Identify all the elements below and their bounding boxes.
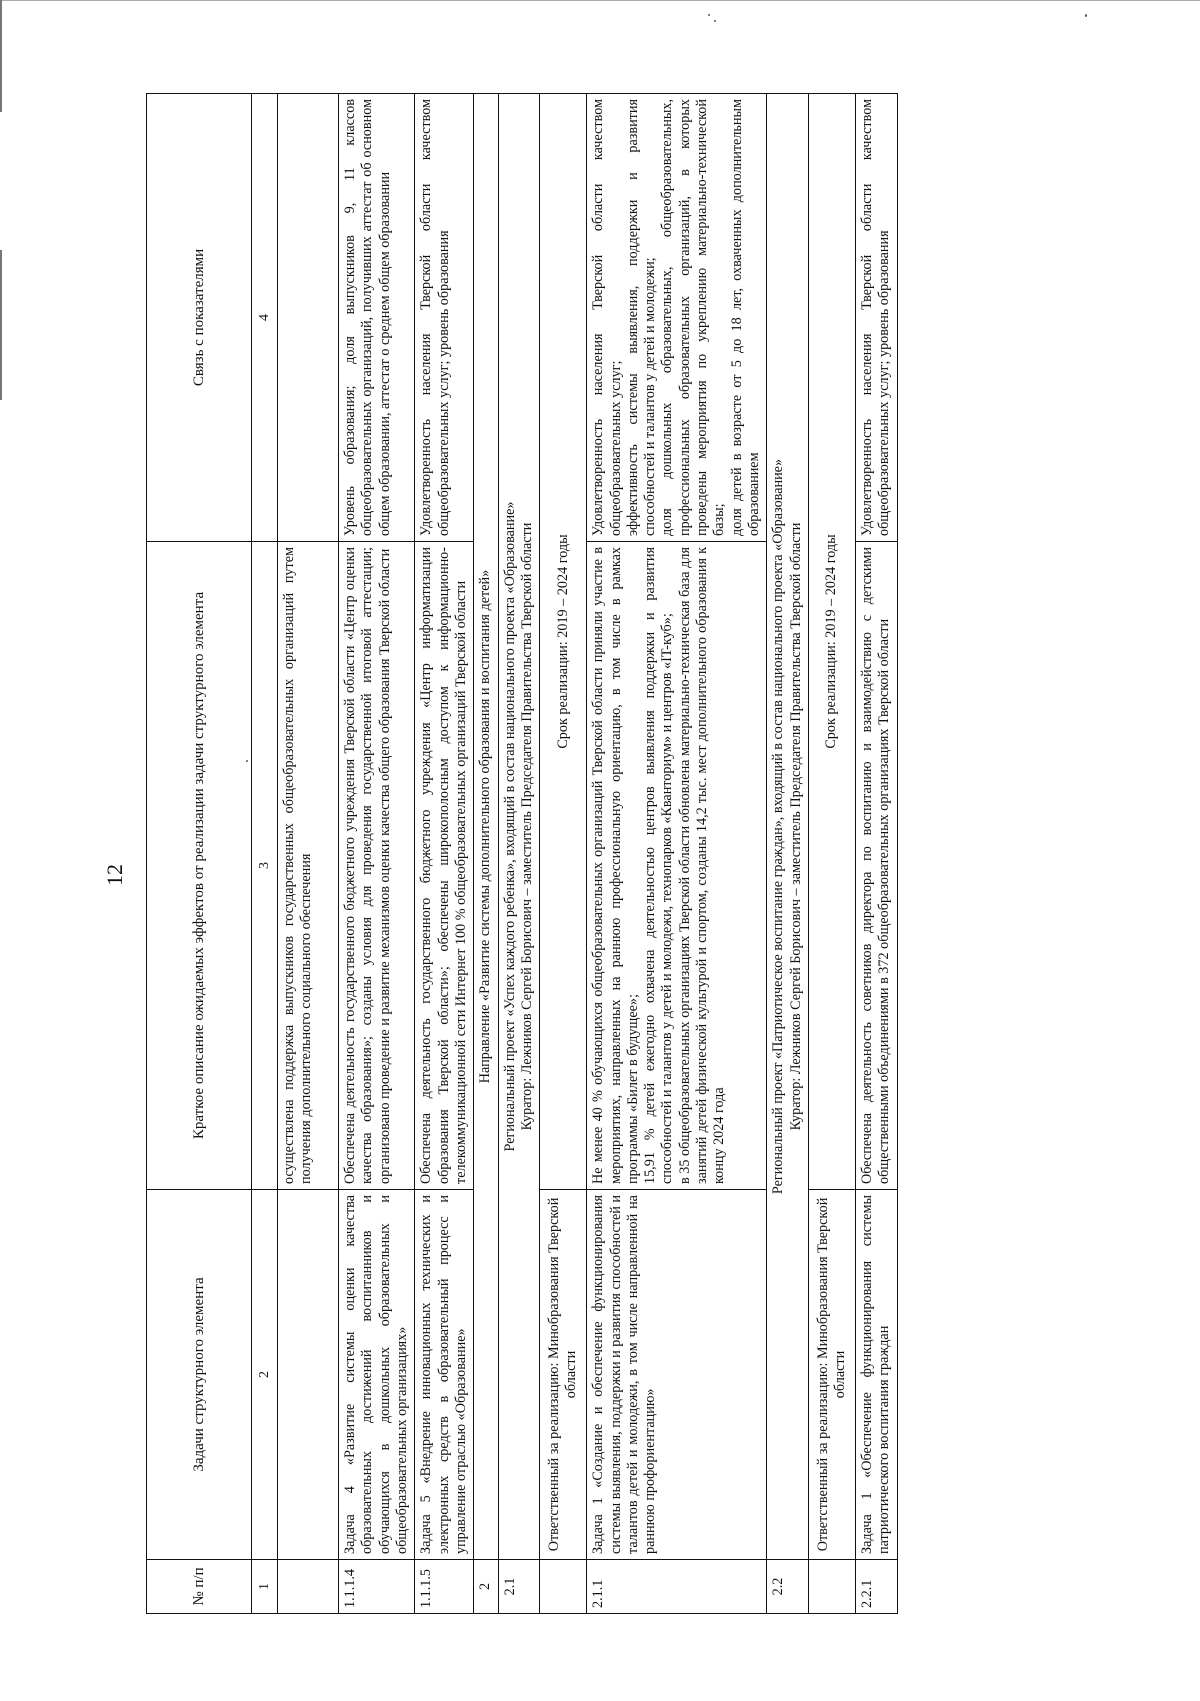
task-cell: Задача 1 «Обеспечение функционирования системы патриотического воспитания граждан bbox=[855, 1190, 897, 1560]
scan-left-edge bbox=[0, 0, 2, 112]
table-cell-empty bbox=[808, 1560, 855, 1614]
header-number: № п/п bbox=[147, 1560, 252, 1614]
table-row bbox=[339, 94, 415, 1614]
structural-elements-table bbox=[146, 93, 898, 1614]
table-cell-empty bbox=[540, 1560, 587, 1614]
effects-item: Не менее 40 % обучающихся общеобразовательных организаций Тверской области приняли участие в мероприятиях, направленных на раннюю профессиональную ориентацию, в том числе в рамках программы «Билет в будущее»; bbox=[590, 547, 641, 1184]
responsible-cell: Ответственный за реализацию: Минобразования Тверской области bbox=[808, 1190, 855, 1560]
indicator-item: Удовлетворенность населения Тверской области качеством общеобразовательных услуг; bbox=[590, 99, 624, 536]
direction-title: Направление «Развитие системы дополнительного образования и воспитания детей» bbox=[474, 94, 498, 1560]
responsible-cell: Ответственный за реализацию: Минобразования Тверской области bbox=[540, 1190, 587, 1560]
project-row bbox=[498, 94, 540, 1614]
page-number: 12 bbox=[102, 864, 127, 886]
scan-speck bbox=[1085, 14, 1087, 17]
indicator-item: доля дошкольных образовательных, общеобразовательных, профессиональных образовательных организаций, в которых проведены мероприятия по укреплению материально-технической базы; bbox=[659, 99, 728, 536]
task-cell: Задача 4 «Развитие системы оценки качества образовательных достижений воспитанников и обучающихся в дошкольных образовательных и общеобразовательных организациях» bbox=[339, 1190, 415, 1560]
project-curator: Куратор: Лежников Сергей Борисович – заместитель Председателя Правительства Тверской области bbox=[787, 522, 804, 1131]
task-cell: Задача 5 «Внедрение инновационных технических и электронных средств в образовательный процесс и управление отраслью «Образование» bbox=[415, 1190, 474, 1560]
indicators-cell: Удовлетворенность населения Тверской области качеством общеобразовательных услуг; уровень образования bbox=[855, 94, 897, 542]
row-number: 2 bbox=[474, 1560, 498, 1614]
table-row bbox=[278, 94, 339, 1614]
table-row bbox=[855, 94, 897, 1614]
column-number: 2 bbox=[252, 1190, 278, 1560]
indicator-item: доля детей в возрасте от 5 до 18 лет, охваченных дополнительным образованием bbox=[728, 99, 763, 536]
indicators-cell bbox=[587, 94, 767, 542]
table-header-row bbox=[147, 94, 252, 1614]
header-indicators: Связь с показателями bbox=[147, 94, 252, 542]
effects-cell: осуществлена поддержка выпускников государственных общеобразовательных организаций путем получения дополнительного социального обеспечения bbox=[278, 542, 339, 1190]
project-curator: Куратор: Лежников Сергей Борисович – заместитель Председателя Правительства Тверской области bbox=[518, 522, 535, 1131]
row-number: 1.1.1.4 bbox=[339, 1560, 415, 1614]
header-tasks: Задачи структурного элемента bbox=[147, 1190, 252, 1560]
table-cell-empty bbox=[278, 94, 339, 542]
indicator-item: эффективность системы выявления, поддержки и развития способностей и талантов у детей и молодежи; bbox=[624, 99, 659, 536]
project-title: Региональный проект «Патриотическое воспитание граждан», входящий в состав национального проекта «Образование» bbox=[770, 458, 787, 1195]
direction-row bbox=[474, 94, 498, 1614]
term-cell: Срок реализации: 2019 – 2024 годы bbox=[540, 94, 587, 1190]
indicators-cell: Удовлетворенность населения Тверской области качеством общеобразовательных услуг; уровень образования bbox=[415, 94, 474, 542]
row-number: 1.1.1.5 bbox=[415, 1560, 474, 1614]
table-row bbox=[415, 94, 474, 1614]
table-row bbox=[587, 94, 767, 1614]
task-cell: Задача 1 «Создание и обеспечение функционирования системы выявления, поддержки и развития способностей и талантов детей и молодежи, в том числе направленной на раннюю профориентацию» bbox=[587, 1190, 767, 1560]
indicators-cell: Уровень образования; доля выпускников 9, 11 классов общеобразовательных организаций, получивших аттестат об основном общем образовании, аттестат о среднем общем образовании bbox=[339, 94, 415, 542]
effects-cell: Обеспечена деятельность государственного бюджетного учреждения Тверской области «Центр оценки качества образования»; созданы условия для проведения государственной итоговой аттестации; организовано проведение и развитие механизмов оценки качества общего образования Тверской области bbox=[339, 542, 415, 1190]
row-number: 2.1 bbox=[498, 1560, 540, 1614]
column-number: 3 bbox=[252, 542, 278, 1190]
table-cell-empty bbox=[278, 1560, 339, 1614]
column-number-row bbox=[252, 94, 278, 1614]
project-title-cell bbox=[498, 94, 540, 1560]
effects-cell: Обеспечена деятельность советников директора по воспитанию и взаимодействию с детскими общественными объединениями в 372 общеобразовательных организациях Тверской области bbox=[855, 542, 897, 1190]
project-row bbox=[767, 94, 809, 1614]
scan-speck bbox=[708, 14, 710, 16]
project-meta-row bbox=[808, 94, 855, 1614]
table-cell-empty bbox=[278, 1190, 339, 1560]
column-number: 1 bbox=[252, 1560, 278, 1614]
row-number: 2.2.1 bbox=[855, 1560, 897, 1614]
project-title-cell bbox=[767, 94, 809, 1560]
scan-left-edge-lower bbox=[0, 250, 2, 400]
row-number: 2.2 bbox=[767, 1560, 809, 1614]
effects-cell: Обеспечена деятельность государственного бюджетного учреждения «Центр информатизации образования Тверской области»; обеспечены широкополосным доступом к информационно-телекоммуникационной сети Интернет 100 % общеобразовательных организаций Тверской области bbox=[415, 542, 474, 1190]
effects-cell bbox=[587, 542, 767, 1190]
scan-speck bbox=[714, 20, 716, 22]
column-number: 4 bbox=[252, 94, 278, 542]
scan-top-edge bbox=[0, 0, 1200, 1]
project-title: Региональный проект «Успех каждого ребенка», входящий в состав национального проекта «Образование» bbox=[501, 501, 518, 1152]
term-cell: Срок реализации: 2019 – 2024 годы bbox=[808, 94, 855, 1190]
effects-item: 15,91 % детей ежегодно охвачена деятельностью центров выявления поддержки и развития способностей и талантов у детей и молодежи, технопарков «Кванториум» и центров «IT-куб»; bbox=[642, 547, 676, 1184]
project-meta-row bbox=[540, 94, 587, 1614]
effects-item: в 35 общеобразовательных организациях Тверской области обновлена материально-техническая база для занятий детей физической культурой и спортом, созданы 14,2 тыс. мест дополнительного образования к концу 2024 года bbox=[676, 547, 728, 1184]
header-effects: Краткое описание ожидаемых эффектов от реализации задачи структурного элемента bbox=[147, 542, 252, 1190]
row-number: 2.1.1 bbox=[587, 1560, 767, 1614]
rotated-table-sheet bbox=[146, 94, 1066, 1614]
